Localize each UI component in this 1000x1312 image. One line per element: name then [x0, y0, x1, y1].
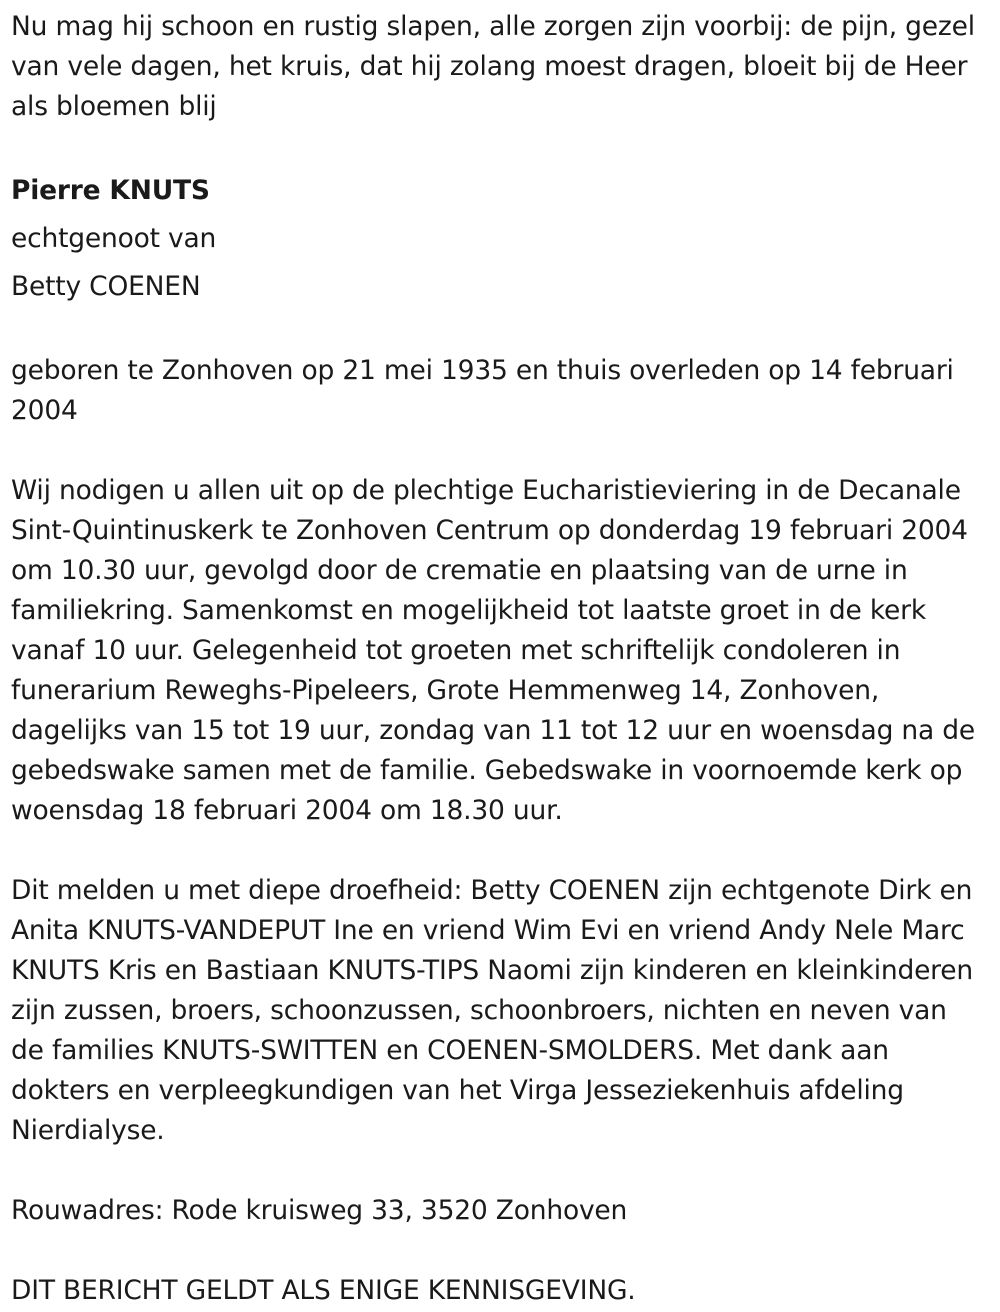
spacer: [11, 311, 986, 351]
spacer: [11, 127, 986, 167]
spacer: [11, 1151, 986, 1191]
notice-text: DIT BERICHT GELDT ALS ENIGE KENNISGEVING.: [11, 1275, 636, 1306]
deceased-name: Pierre KNUTS: [11, 175, 210, 206]
relation-text: echtgenoot van: [11, 223, 217, 254]
birth-death-text: geboren te Zonhoven op 21 mei 1935 en thuis overleden op 14 februari 2004: [11, 355, 954, 426]
spacer: [11, 431, 986, 471]
spouse-name: Betty COENEN: [11, 271, 201, 302]
spacer: [11, 831, 986, 871]
service-info-text: Wij nodigen u allen uit op de plechtige Eucharistieviering in de Decanale Sint-Quintinuskerk te Zonhoven Centrum op donderdag 19 februari 2004 om 10.30 uur, gevolgd door de crematie en plaatsing van de urne in familiekring. Samenkomst en mogelijkheid tot laatste groet in de kerk vanaf 10 uur. Gelegenheid tot groeten met schriftelijk condoleren in funerarium Reweghs-Pipeleers, Grote Hemmenweg 14, Zonhoven, dagelijks van 15 tot 19 uur, zondag van 11 tot 12 uur en woensdag na de gebedswake samen met de familie. Gebedswake in voornoemde kerk op woensdag 18 februari 2004 om 18.30 uur.: [11, 475, 976, 826]
spacer: [11, 1231, 986, 1271]
address-text: Rouwadres: Rode kruisweg 33, 3520 Zonhoven: [11, 1195, 628, 1226]
poem-text: Nu mag hij schoon en rustig slapen, alle zorgen zijn voorbij: de pijn, gezel van vele dagen, het kruis, dat hij zolang moest dragen, bloeit bij de Heer als bloemen blij: [11, 11, 975, 122]
announcement-text: Dit melden u met diepe droefheid: Betty COENEN zijn echtgenote Dirk en Anita KNUTS-VANDEPUT Ine en vriend Wim Evi en vriend Andy Nele Marc KNUTS Kris en Bastiaan KNUTS-TIPS Naomi zijn kinderen en kleinkinderen zijn zussen, broers, schoonzussen, schoonbroers, nichten en neven van de families KNUTS-SWITTEN en COENEN-SMOLDERS. Met dank aan dokters en verpleegkundigen van het Virga Jesseziekenhuis afdeling Nierdialyse.: [11, 875, 973, 1146]
